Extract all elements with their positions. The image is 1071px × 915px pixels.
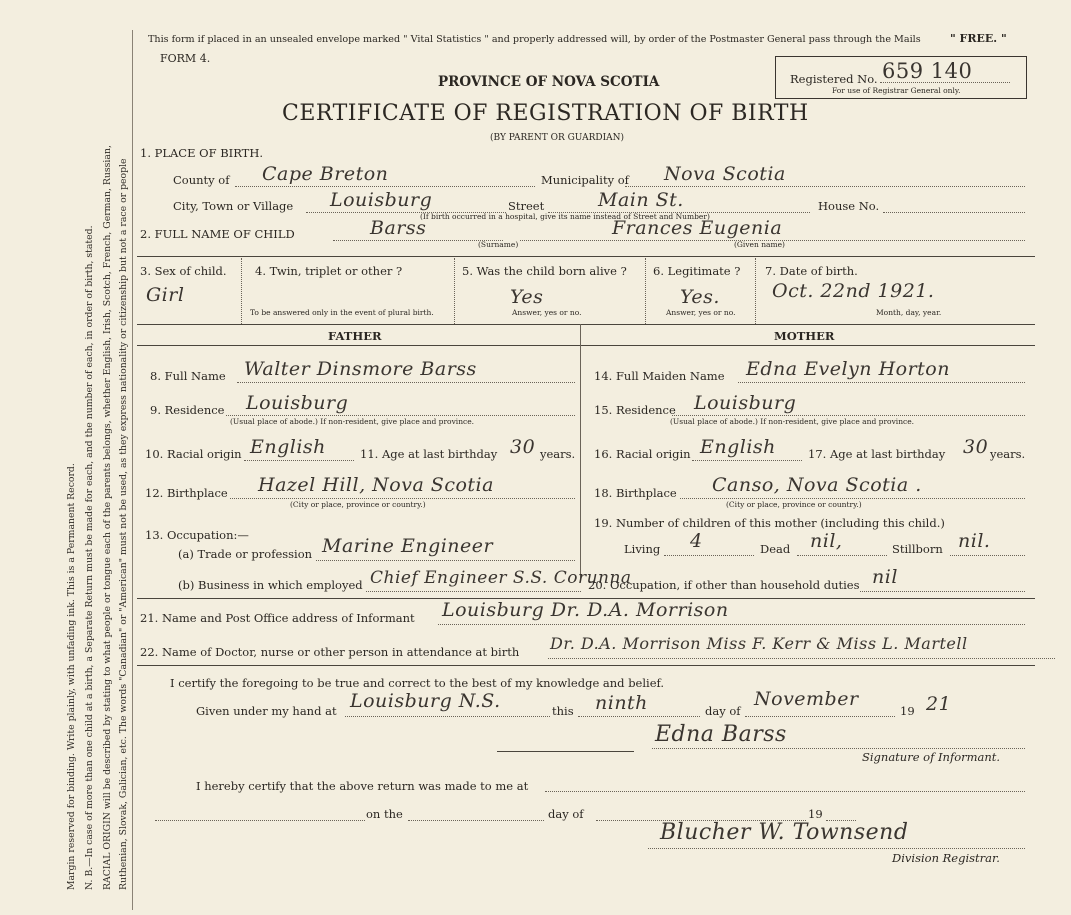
margin-note-binding: Margin reserved for binding. Write plainly, with unfading ink. This is a Permanent Record. (66, 463, 77, 890)
registrar-year-prefix: 19 (808, 807, 823, 821)
legitimate-note: Answer, yes or no. (666, 308, 736, 317)
business-label: (b) Business in which employed (178, 578, 363, 592)
attendant-value: Dr. D.A. Morrison Miss F. Kerr & Miss L. Martell (550, 634, 968, 653)
registrar-day-label: day of (548, 807, 584, 821)
mother-name-label: 14. Full Maiden Name (594, 369, 725, 383)
occupation-label: 13. Occupation:— (145, 528, 249, 542)
mother-residence-note: (Usual place of abode.) If non-resident, give place and province. (670, 417, 915, 426)
dob-note: Month, day, year. (876, 308, 942, 317)
father-birthplace-value: Hazel Hill, Nova Scotia (258, 474, 494, 496)
month-value: November (754, 688, 859, 710)
city-value: Louisburg (330, 189, 433, 211)
mother-years: years. (990, 447, 1026, 461)
informant-label: 21. Name and Post Office address of Informant (140, 611, 415, 625)
day-value: ninth (595, 692, 648, 714)
father-residence-value: Louisburg (246, 392, 349, 414)
trade-label: (a) Trade or profession (178, 547, 313, 561)
dob-label: 7. Date of birth. (765, 264, 858, 278)
children-count-label: 19. Number of children of this mother (including this child.) (594, 516, 945, 530)
mother-birthplace-label: 18. Birthplace (594, 486, 677, 500)
alive-value: Yes (510, 286, 544, 308)
legitimate-value: Yes. (680, 286, 720, 308)
municipality-value: Nova Scotia (664, 163, 786, 185)
county-label: County of (173, 173, 230, 187)
city-label: City, Town or Village (173, 199, 294, 213)
surname-note: (Surname) (478, 240, 519, 249)
given-name-note: (Given name) (734, 240, 785, 249)
province-heading: PROVINCE OF NOVA SCOTIA (438, 74, 660, 90)
registrar-signature: Blucher W. Townsend (660, 820, 909, 845)
father-age-label: 11. Age at last birthday (360, 447, 498, 461)
father-years: years. (540, 447, 576, 461)
margin-note-racial: RACIAL ORIGIN will be described by stating to what people or tongue each of the parents belongs, whether English, Irish, Scotch, French, German, Russian, (102, 145, 113, 890)
father-racial-label: 10. Racial origin (145, 447, 242, 461)
margin-rule (132, 30, 133, 910)
mother-racial-label: 16. Racial origin (594, 447, 691, 461)
father-racial-value: English (250, 436, 326, 458)
signature-informant-label: Signature of Informant. (862, 750, 1001, 764)
living-value: 4 (690, 530, 703, 552)
free-label: " FREE. " (950, 32, 1007, 45)
dead-value: nil, (810, 530, 843, 552)
this-label: this (552, 704, 574, 718)
hospital-note: (If birth occurred in a hospital, give its name instead of Street and Number) (420, 212, 710, 221)
business-value: Chief Engineer S.S. Corunna (370, 568, 632, 588)
living-label: Living (624, 542, 661, 556)
mother-age-label: 17. Age at last birthday (808, 447, 946, 461)
registered-number: 659 140 (882, 59, 973, 83)
mother-age-value: 30 (963, 436, 989, 458)
registered-label: Registered No. (790, 72, 878, 86)
alive-note: Answer, yes or no. (512, 308, 582, 317)
father-name-value: Walter Dinsmore Barss (244, 358, 477, 380)
on-the-label: on the (366, 807, 403, 821)
informant-signature: Edna Barss (655, 722, 787, 747)
document-subtitle: (BY PARENT OR GUARDIAN) (490, 133, 625, 143)
mother-residence-value: Louisburg (694, 392, 797, 414)
place-of-birth-label: 1. PLACE OF BIRTH. (140, 146, 264, 160)
division-registrar-label: Division Registrar. (892, 851, 1000, 865)
form-number: FORM 4. (160, 52, 211, 65)
child-surname: Barss (370, 217, 427, 239)
stillborn-value: nil. (958, 530, 991, 552)
document-title: CERTIFICATE OF REGISTRATION OF BIRTH (282, 101, 809, 126)
alive-label: 5. Was the child born alive ? (462, 264, 627, 278)
mother-racial-value: English (700, 436, 776, 458)
father-residence-note: (Usual place of abode.) If non-resident, give place and province. (230, 417, 475, 426)
father-birthplace-label: 12. Birthplace (145, 486, 228, 500)
attendant-label: 22. Name of Doctor, nurse or other person in attendance at birth (140, 645, 520, 659)
father-birthplace-note: (City or place, province or country.) (290, 500, 426, 509)
certify-text: I certify the foregoing to be true and correct to the best of my knowledge and belief. (170, 676, 665, 690)
dob-value: Oct. 22nd 1921. (772, 280, 935, 302)
registrar-note: For use of Registrar General only. (832, 86, 961, 95)
margin-note-nb: N. B.—In case of more than one child at a birth, a Separate Return must be made for each, and the number of each, in order of birth, stated. (84, 225, 95, 890)
mail-note: This form if placed in an unsealed envelope marked " Vital Statistics " and properly addressed will, by order of the Postmaster General pass through the Mails (148, 34, 921, 45)
mother-birthplace-value: Canso, Nova Scotia . (712, 474, 922, 496)
stillborn-label: Stillborn (892, 542, 943, 556)
father-age-value: 30 (510, 436, 536, 458)
registrar-certify-text: I hereby certify that the above return was made to me at (196, 779, 529, 793)
house-label: House No. (818, 199, 880, 213)
mother-residence-label: 15. Residence (594, 403, 676, 417)
legitimate-label: 6. Legitimate ? (653, 264, 741, 278)
twin-label: 4. Twin, triplet or other ? (255, 264, 403, 278)
sex-label: 3. Sex of child. (140, 264, 227, 278)
dead-label: Dead (760, 542, 791, 556)
margin-note-racial-2: Ruthenian, Slovak, Galician, etc. The words "Canadian" or "American" must not be used, as they express nationality or citizenship but not a race or people (118, 158, 129, 890)
informant-value: Louisburg Dr. D.A. Morrison (442, 599, 729, 621)
father-name-label: 8. Full Name (150, 369, 226, 383)
father-residence-label: 9. Residence (150, 403, 225, 417)
county-value: Cape Breton (262, 163, 389, 185)
day-of-label: day of (705, 704, 741, 718)
street-label: Street (508, 199, 545, 213)
sex-value: Girl (146, 284, 185, 306)
twin-note: To be answered only in the event of plural birth. (250, 308, 434, 317)
mother-name-value: Edna Evelyn Horton (746, 358, 950, 380)
street-value: Main St. (598, 189, 684, 211)
child-given-name: Frances Eugenia (612, 217, 783, 239)
father-heading: FATHER (328, 329, 382, 343)
municipality-label: Municipality of (541, 173, 629, 187)
mother-occupation-value: nil (872, 566, 898, 588)
mother-birthplace-note: (City or place, province or country.) (726, 500, 862, 509)
year-prefix: 19 (900, 704, 915, 718)
given-under-label: Given under my hand at (196, 704, 337, 718)
trade-value: Marine Engineer (322, 535, 494, 557)
mother-heading: MOTHER (774, 329, 835, 343)
year-value: 21 (926, 693, 952, 715)
given-place-value: Louisburg N.S. (350, 690, 501, 712)
mother-occupation-label: 20. Occupation, if other than household duties (588, 578, 860, 592)
child-name-label: 2. FULL NAME OF CHILD (140, 227, 295, 241)
